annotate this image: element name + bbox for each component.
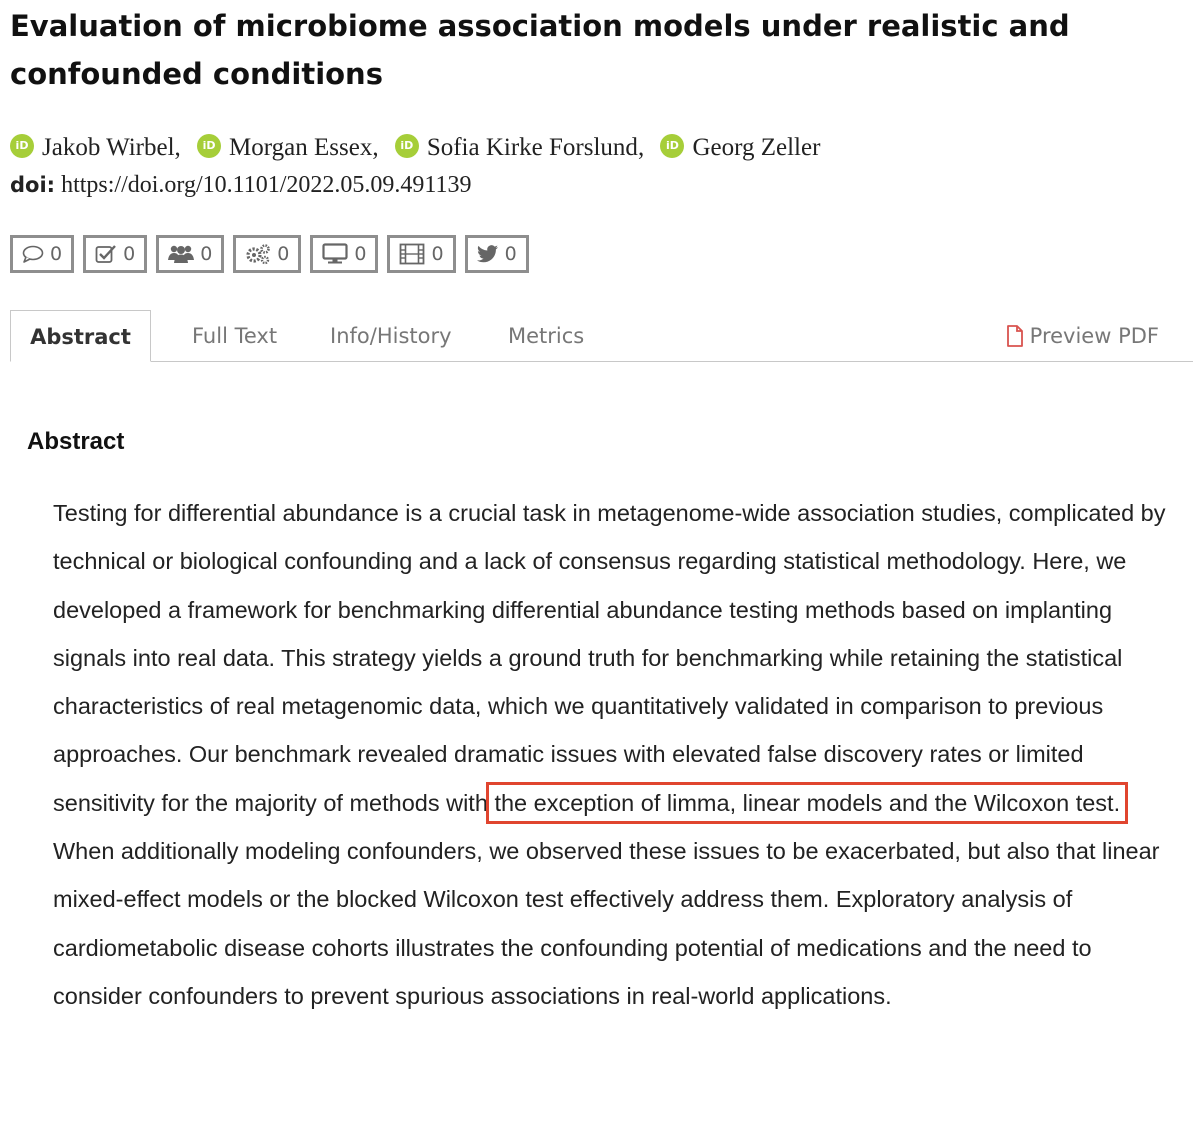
checkbox-icon: [95, 244, 117, 264]
author-name[interactable]: Sofia Kirke Forslund: [426, 133, 638, 161]
author-name[interactable]: Morgan Essex: [229, 133, 373, 161]
author-item[interactable]: [660, 134, 820, 162]
orcid-icon[interactable]: iD: [197, 134, 221, 158]
tab-full-text[interactable]: Full Text: [192, 324, 278, 348]
tab-abstract[interactable]: Abstract: [10, 310, 151, 362]
pdf-file-icon: [1006, 325, 1024, 347]
video-counter[interactable]: [387, 235, 455, 273]
author-separator: ,: [637, 133, 645, 161]
counter-value: 0: [200, 243, 213, 265]
doi-link[interactable]: https://doi.org/10.1101/2022.05.09.491139: [61, 172, 472, 198]
author-name[interactable]: Jakob Wirbel: [42, 133, 175, 161]
tab-metrics[interactable]: Metrics: [508, 324, 585, 348]
orcid-icon[interactable]: iD: [10, 134, 34, 158]
author-item[interactable]: [10, 134, 191, 162]
highlighted-phrase: the exception of limma, linear models and the Wilcoxon test.: [494, 789, 1121, 816]
preview-pdf-label[interactable]: Preview PDF: [1029, 324, 1159, 348]
tools-counter[interactable]: [233, 235, 301, 273]
counter-value: 0: [50, 243, 63, 265]
orcid-icon[interactable]: iD: [395, 134, 419, 158]
author-name[interactable]: Georg Zeller: [692, 133, 821, 161]
twitter-icon: [477, 244, 499, 264]
author-item[interactable]: [395, 134, 654, 162]
gears-icon: [245, 243, 271, 265]
counter-value: 0: [504, 243, 517, 265]
tab-info-history[interactable]: Info/History: [330, 324, 452, 348]
media-counter[interactable]: [310, 235, 378, 273]
film-icon: [399, 243, 425, 265]
community-counter[interactable]: [156, 235, 224, 273]
monitor-icon: [322, 243, 348, 265]
author-item[interactable]: [197, 134, 389, 162]
counter-value: 0: [277, 243, 290, 265]
counter-value: 0: [123, 243, 136, 265]
twitter-counter[interactable]: [465, 235, 529, 273]
peer-review-counter[interactable]: [83, 235, 147, 273]
author-separator: ,: [372, 133, 379, 161]
author-separator: ,: [174, 133, 181, 161]
article-title: Evaluation of microbiome association models under realistic and confounded conditions: [10, 9, 1070, 91]
article-tabs: [10, 310, 1193, 362]
abstract-text-part: Testing for differential abundance is a crucial task in metagenome-wide association studies, complicated by technical or biological confounding and a lack of consensus regarding statistical methodology. Here, we developed a framework for benchmarking differential abundance testing methods based on implanting signals into real data. This strategy yields a ground truth for benchmarking while retaining the statistical characteristics of real metagenomic data, which we quantitatively validated in comparison to previous approaches. Our benchmark revealed dramatic issues with elevated false discovery rates or limited sensitivity for the majority of methods with: [53, 500, 1166, 816]
metrics-counter-bar: [10, 235, 529, 273]
author-list: [10, 130, 820, 162]
doi-label: doi:: [10, 173, 56, 197]
orcid-icon[interactable]: iD: [660, 134, 684, 158]
doi-line: [10, 172, 472, 199]
counter-value: 0: [431, 243, 444, 265]
preview-pdf-link[interactable]: [1006, 310, 1159, 362]
users-icon: [168, 244, 194, 264]
comment-icon: [22, 245, 44, 263]
comments-counter[interactable]: [10, 235, 74, 273]
abstract-heading: Abstract: [27, 428, 125, 455]
counter-value: 0: [354, 243, 367, 265]
abstract-body: [53, 489, 1178, 1020]
abstract-text-part: When additionally modeling confounders, we observed these issues to be exacerbated, but also that linear mixed-effect models or the blocked Wilcoxon test effectively address them. Exploratory analysis of cardiometabolic disease cohorts illustrates the confounding potential of medications and the need to consider confounders to prevent spurious associations in real-world applications.: [53, 838, 1160, 1009]
